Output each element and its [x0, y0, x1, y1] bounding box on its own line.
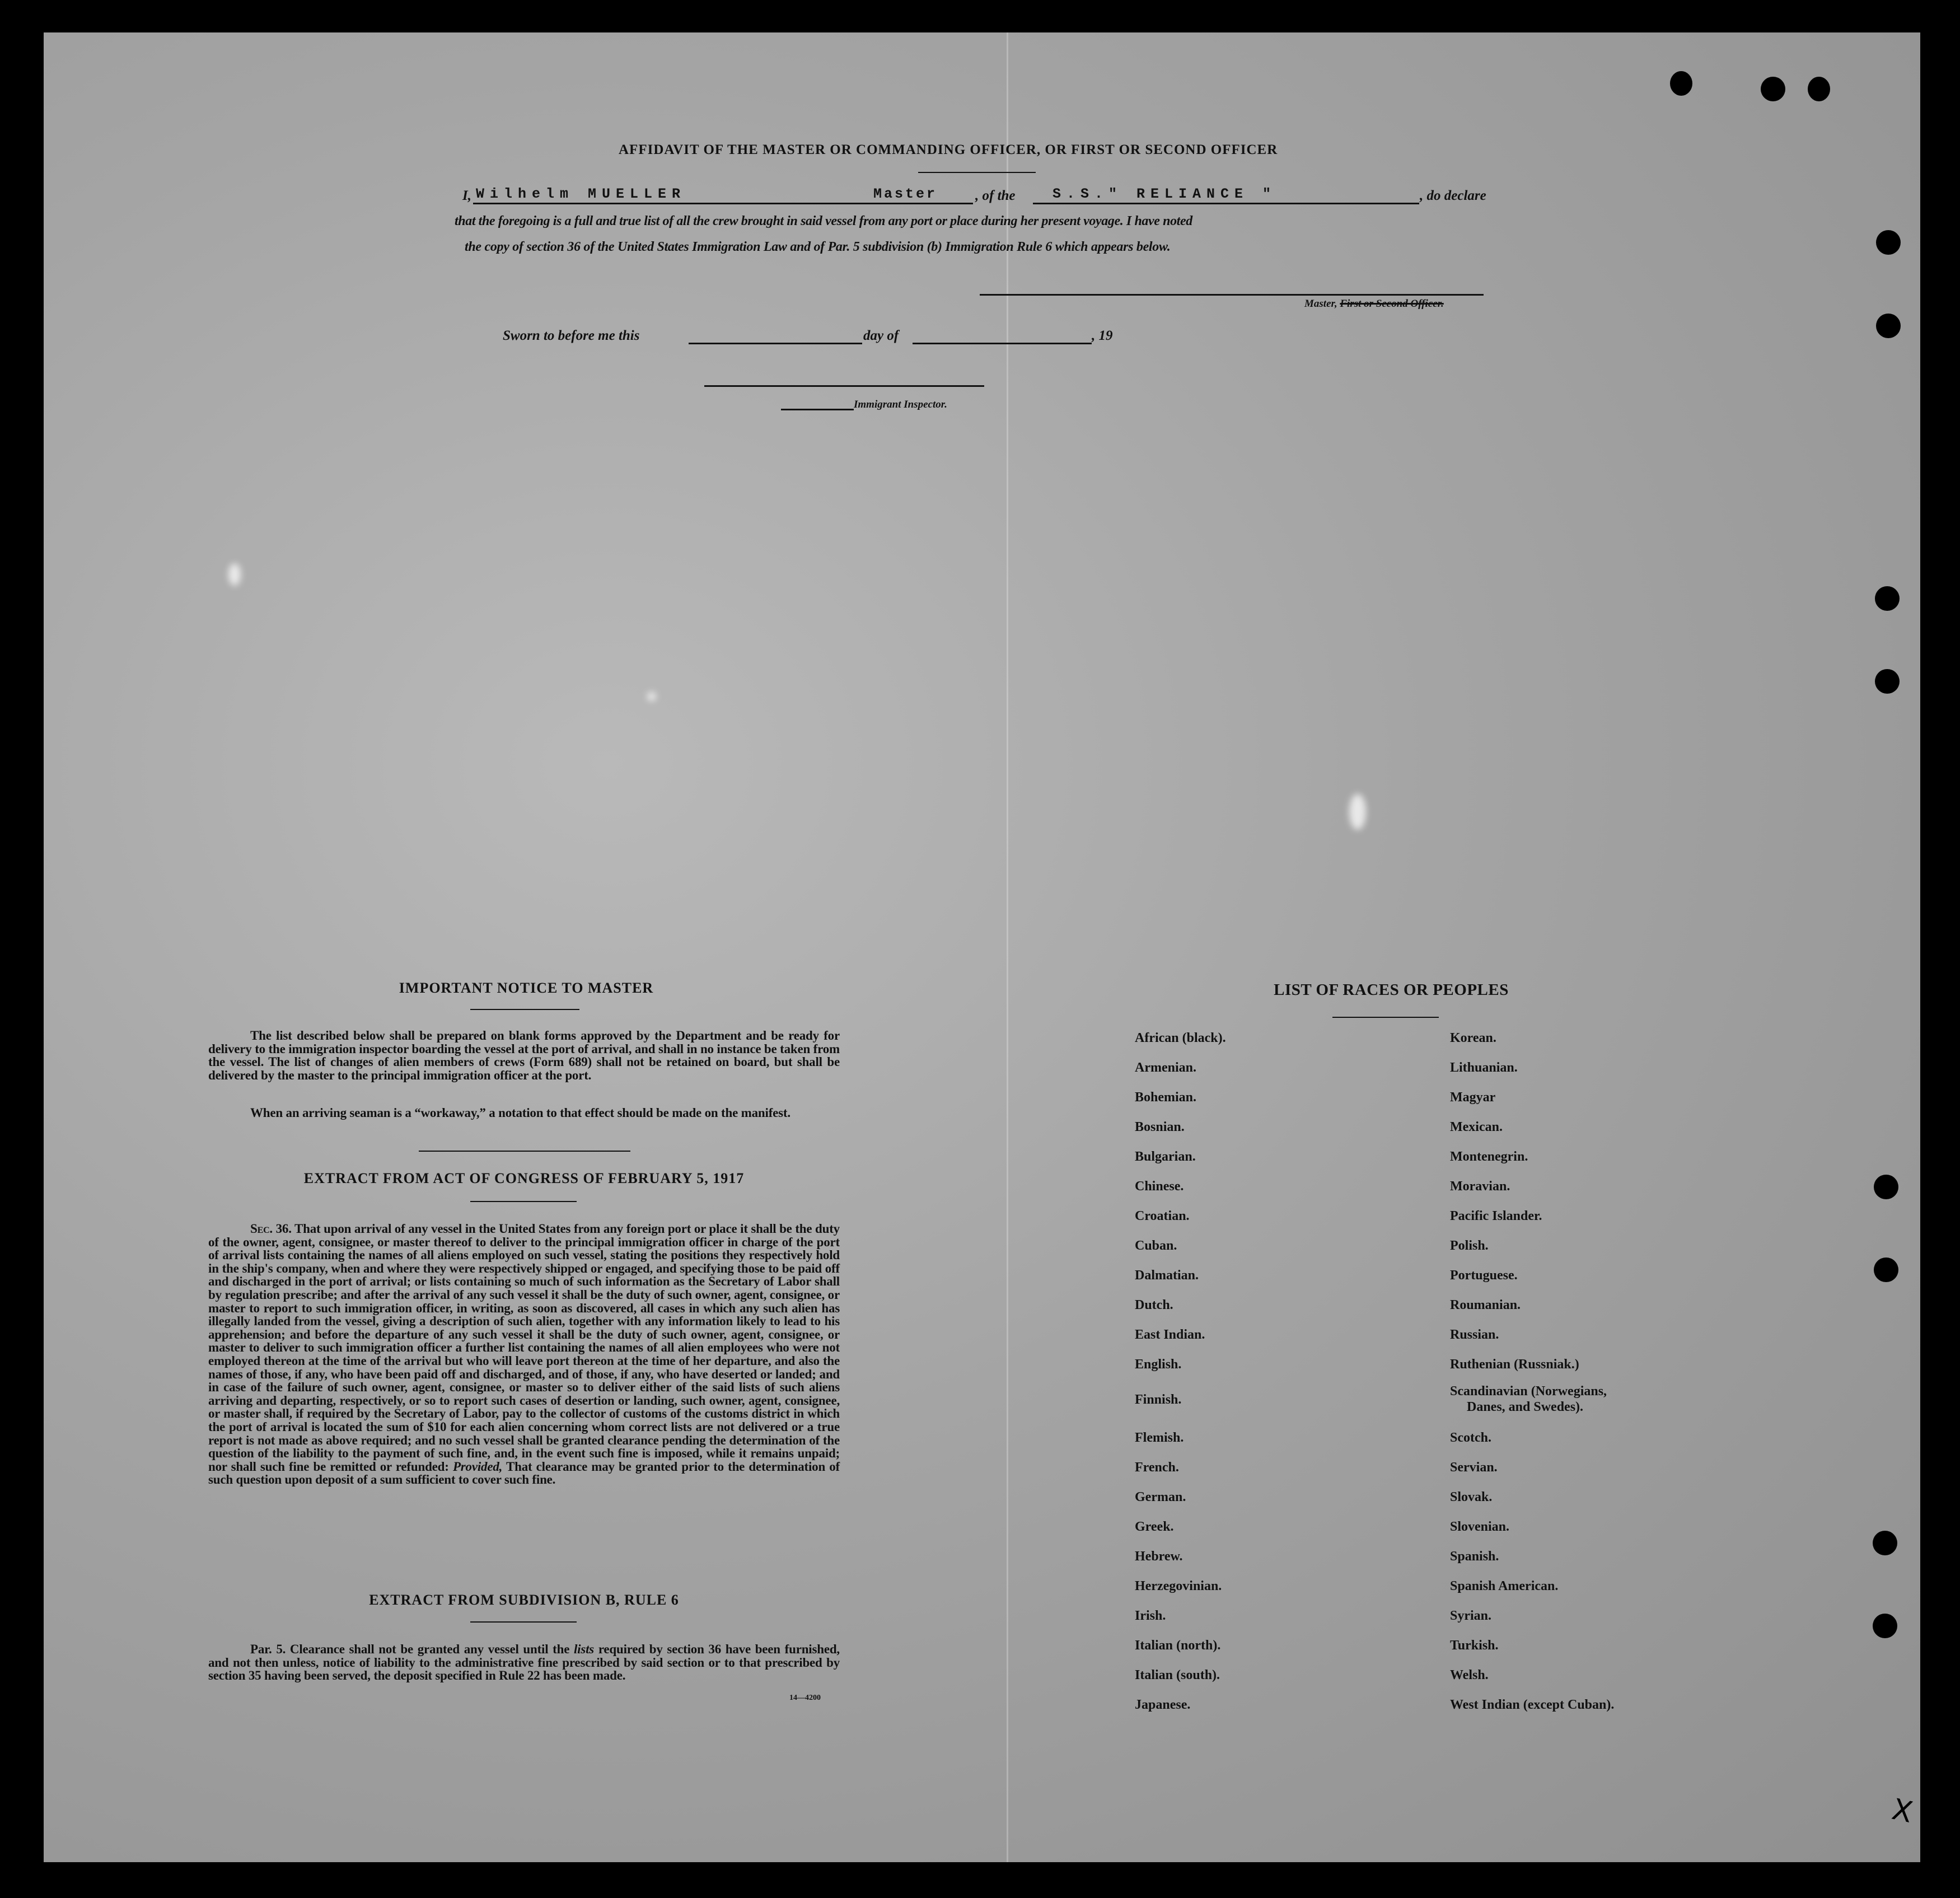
- race-item: Lithuanian.: [1450, 1060, 1518, 1075]
- punch-hole: [1873, 1531, 1897, 1555]
- race-item: Spanish.: [1450, 1549, 1499, 1564]
- section-36-text: [208, 1222, 840, 1486]
- fold-line: [1007, 32, 1008, 1862]
- notice-paragraph-2: When an arriving seaman is a “workaway,” a notation to that effect should be made on the manifest.: [250, 1106, 790, 1120]
- punch-hole: [1875, 669, 1900, 694]
- light-glare: [228, 563, 241, 586]
- punch-hole: [1874, 1175, 1898, 1199]
- year-label: , 19: [1092, 328, 1113, 343]
- of-the-label: , of the: [975, 188, 1016, 203]
- race-item: African (black).: [1135, 1031, 1226, 1045]
- sworn-prefix: Sworn to before me this: [503, 328, 640, 343]
- lists-word: lists: [573, 1642, 595, 1656]
- punch-hole: [1874, 1257, 1898, 1282]
- punch-hole: [1876, 314, 1901, 338]
- race-item: Roumanian.: [1450, 1298, 1521, 1312]
- race-item: Irish.: [1135, 1609, 1166, 1623]
- sworn-month-line: [913, 343, 1092, 344]
- race-item: Italian (south).: [1135, 1668, 1220, 1682]
- affidavit-line2: that the foregoing is a full and true list of all the crew brought in said vessel from any port or place during her present voyage. I have noted: [455, 214, 1192, 228]
- race-item: Polish.: [1450, 1238, 1489, 1253]
- race-item: Slovenian.: [1450, 1520, 1510, 1534]
- margin-check-mark: X: [1889, 1792, 1916, 1830]
- rule-6-body-end: required by section 36 have been furnished, and not then unless, notice of liability to the administrative fine prescribed by said section or to that prescribed by section 35 having been served, the deposit specified in Rule 22 has been made.: [208, 1642, 840, 1683]
- do-declare-label: , do declare: [1420, 188, 1486, 203]
- race-item: Mexican.: [1450, 1120, 1503, 1134]
- race-item: German.: [1135, 1490, 1186, 1504]
- inspector-caption: Immigrant Inspector.: [854, 399, 947, 410]
- light-glare: [1349, 794, 1366, 830]
- notice-title: IMPORTANT NOTICE TO MASTER: [399, 980, 654, 996]
- race-item: Scotch.: [1450, 1430, 1491, 1445]
- affidavit-line3: the copy of section 36 of the United States Immigration Law and of Par. 5 subdivision (b) Immigration Rule 6 which appears below.: [465, 240, 1171, 254]
- race-item: Syrian.: [1450, 1609, 1492, 1623]
- document-page: [44, 32, 1920, 1862]
- title-rule: [918, 172, 1036, 173]
- rank-field: Master: [873, 186, 938, 202]
- races-title: LIST OF RACES OR PEOPLES: [1274, 981, 1509, 999]
- extract-act-title: EXTRACT FROM ACT OF CONGRESS OF FEBRUARY 5, 1917: [303, 1170, 745, 1186]
- race-item: Portuguese.: [1450, 1268, 1518, 1283]
- race-item: Korean.: [1450, 1031, 1496, 1045]
- extract-rule-title: EXTRACT FROM SUBDIVISION B, RULE 6: [369, 1592, 679, 1608]
- race-item: Danes, and Swedes).: [1467, 1400, 1584, 1414]
- race-item: Cuban.: [1135, 1238, 1177, 1253]
- race-item: Flemish.: [1135, 1430, 1184, 1445]
- race-item: English.: [1135, 1357, 1182, 1372]
- notice-title-rule: [470, 1009, 579, 1010]
- extract-act-rule: [470, 1201, 577, 1202]
- rule-6-body: Par. 5. Clearance shall not be granted any vessel until the: [250, 1642, 570, 1656]
- race-item: Hebrew.: [1135, 1549, 1183, 1564]
- race-item: Japanese.: [1135, 1698, 1191, 1712]
- affidavit-line1-prefix: I,: [462, 188, 471, 203]
- race-item: Magyar: [1450, 1090, 1496, 1105]
- punch-hole: [1761, 77, 1785, 101]
- inspector-signature-line: [704, 385, 984, 387]
- punch-hole: [1670, 71, 1692, 96]
- race-item: Croatian.: [1135, 1209, 1190, 1223]
- race-item: West Indian (except Cuban).: [1450, 1698, 1615, 1712]
- race-item: French.: [1135, 1460, 1179, 1475]
- race-item: Slovak.: [1450, 1490, 1493, 1504]
- master-signature-line: [980, 294, 1484, 296]
- name-underline: [473, 203, 973, 204]
- race-item: Italian (north).: [1135, 1638, 1221, 1653]
- race-item: Turkish.: [1450, 1638, 1499, 1653]
- punch-hole: [1875, 586, 1900, 611]
- race-item: Armenian.: [1135, 1060, 1196, 1075]
- day-of-label: day of: [863, 328, 899, 343]
- race-item: Herzegovinian.: [1135, 1579, 1222, 1593]
- inspector-short-line: [781, 409, 854, 410]
- race-item: Russian.: [1450, 1327, 1499, 1342]
- section-label: Sec. 36.: [250, 1222, 292, 1236]
- race-item: Bohemian.: [1135, 1090, 1197, 1105]
- section-body: That upon arrival of any vessel in the United States from any foreign port or place it shall be the duty of the owner, agent, consignee, or master thereof to deliver to the principal immigration officer in charge of the port of arrival lists containing the names of all aliens employed on such vessel, stating the positions they respectively hold in the ship's company, when and where they were respectively shipped or engaged, and specifying those to be paid off and discharged in the port of arrival; or lists containing so much of such information as the Secretary of Labor shall by regulation prescribe; and after the arrival of any such vessel it shall be the duty of such owner, agent, consignee, or master to report to such immigration officer, in writing, as soon as discovered, all cases in which any such alien has illegally landed from the vessel, giving a description of such alien, together with any information likely to lead to his apprehension; and before the departure of any such vessel it shall be the duty of such owner, agent, consignee, or master to deliver to such immigration officer a further list containing the names of all alien employees who were not employed thereon at the time of the arrival but who will leave port thereon at the time of her departure, and also the names of those, if any, who have been paid off and discharged, and of those, if any, who have deserted or landed; and in case of the failure of such owner, agent, consignee, or master so to deliver either of the said lists of such aliens arriving and departing, respectively, or so to report such cases of desertion or landing, such owner, agent, consignee, or master shall, if required by the Secretary of Labor, pay to the collector of customs of the customs district in which the port of arrival is located the sum of $10 for each alien concerning whom correct lists are not delivered or a true report is not made as above required; and no such vessel shall be granted clearance pending the determination of the question of the liability to the payment of such fine, and, in the event such fine is imposed, while it remains unpaid; nor shall such fine be remitted or refunded:: [208, 1222, 840, 1474]
- vessel-underline: [1033, 203, 1419, 204]
- struck-officer-label: First or Second Officer.: [1340, 298, 1444, 310]
- signature-caption: [1304, 298, 1444, 310]
- race-item: Montenegrin.: [1450, 1149, 1528, 1164]
- vessel-name-field: S.S." RELIANCE ": [1052, 186, 1277, 202]
- master-label: Master,: [1304, 298, 1337, 310]
- race-item: Bulgarian.: [1135, 1149, 1196, 1164]
- race-item: Greek.: [1135, 1520, 1174, 1534]
- provided-word: Provided,: [452, 1459, 503, 1474]
- notice-paragraph-1: The list described below shall be prepared on blank forms approved by the Department and be ready for delivery to the immigration inspector boarding the vessel at the port of arrival, and shall in no instance be taken from the vessel. The list of changes of alien members of crews (Form 689) shall not be retained on board, but shall be delivered by the master to the principal immigration officer at the port.: [208, 1029, 840, 1082]
- race-item: Spanish American.: [1450, 1579, 1559, 1593]
- punch-hole: [1808, 77, 1830, 101]
- punch-hole: [1873, 1614, 1897, 1638]
- light-glare: [647, 692, 656, 701]
- race-item: Ruthenian (Russniak.): [1450, 1357, 1579, 1372]
- race-item: Pacific Islander.: [1450, 1209, 1542, 1223]
- race-item: Welsh.: [1450, 1668, 1489, 1682]
- affidavit-title: AFFIDAVIT OF THE MASTER OR COMMANDING OFFICER, OR FIRST OR SECOND OFFICER: [619, 142, 1278, 157]
- extract-rule-rule: [470, 1621, 577, 1623]
- form-number: 14—4200: [789, 1694, 821, 1702]
- punch-hole: [1876, 230, 1901, 255]
- race-item: Finnish.: [1135, 1392, 1182, 1407]
- race-item: Chinese.: [1135, 1179, 1184, 1194]
- race-item: Servian.: [1450, 1460, 1498, 1475]
- race-item: East Indian.: [1135, 1327, 1205, 1342]
- race-item: Dutch.: [1135, 1298, 1173, 1312]
- race-item: Bosnian.: [1135, 1120, 1185, 1134]
- races-title-rule: [1332, 1017, 1439, 1018]
- sworn-day-line: [689, 343, 862, 344]
- rule-6-text: [208, 1643, 840, 1682]
- section-body-end: That clearance may be granted prior to the determination of such question upon deposit of a sum sufficient to cover such fine.: [208, 1459, 840, 1487]
- notice-divider: [419, 1151, 630, 1152]
- race-item: Dalmatian.: [1135, 1268, 1199, 1283]
- race-item: Moravian.: [1450, 1179, 1510, 1194]
- master-name-field: Wilhelm MUELLER: [476, 186, 686, 202]
- race-item: Scandinavian (Norwegians,: [1450, 1384, 1607, 1399]
